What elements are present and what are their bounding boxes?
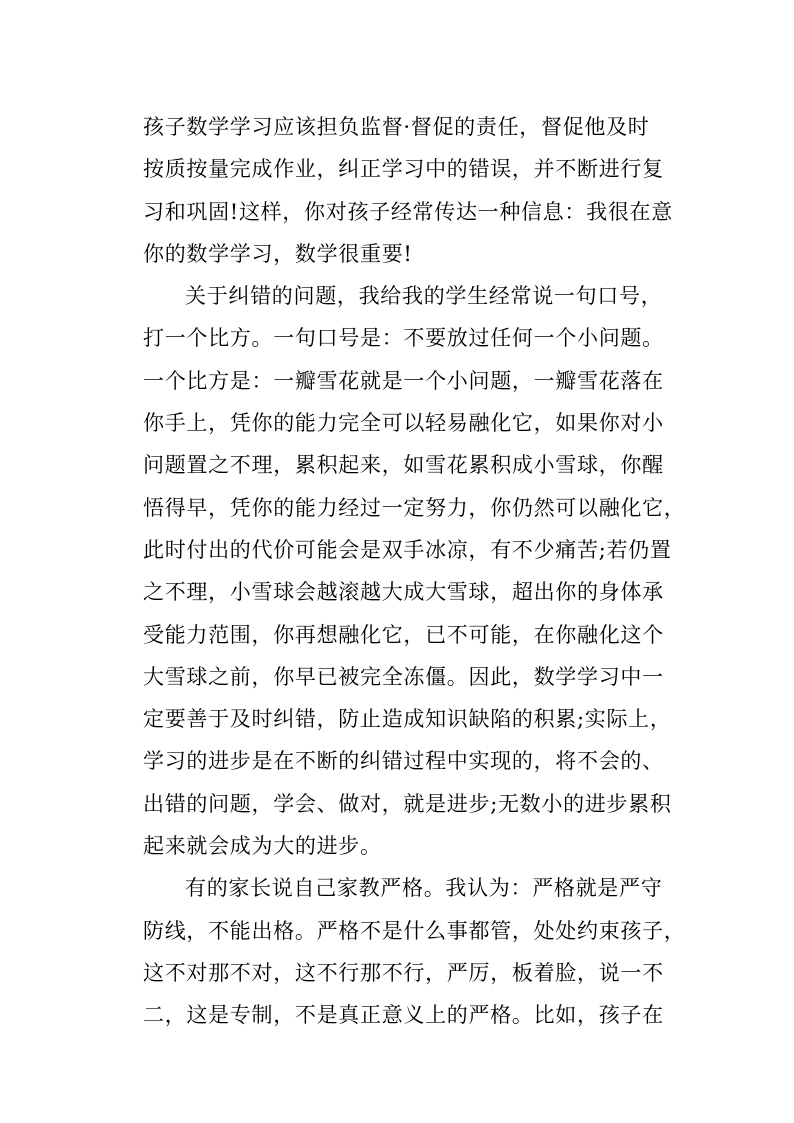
text-line: 问题置之不理，累积起来，如雪花累积成小雪球，你醒 [143, 453, 664, 478]
text-line: 之不理，小雪球会越滚越大成大雪球，超出你的身体承 [143, 580, 664, 605]
text-line: 定要善于及时纠错，防止造成知识缺陷的积累;实际上， [143, 707, 672, 732]
text-line: 二，这是专制，不是真正意义上的严格。比如，孩子在 [143, 1003, 664, 1028]
text-line: 防线，不能出格。严格不是什么事都管，处处约束孩子， [143, 918, 686, 943]
text-line: 这不对那不对，这不行那不行，严厉，板着脸，说一不 [143, 960, 664, 985]
text-line: 学习的进步是在不断的纠错过程中实现的，将不会的、 [143, 749, 664, 774]
text-line: 此时付出的代价可能会是双手冰凉，有不少痛苦;若仍置 [143, 537, 672, 562]
text-line: 受能力范围，你再想融化它，已不可能，在你融化这个 [143, 622, 664, 647]
text-line: 习和巩固!这样，你对孩子经常传达一种信息：我很在意 [143, 199, 673, 224]
text-line: 孩子数学学习应该担负监督·督促的责任，督促他及时 [143, 115, 650, 139]
text-line: 一个比方是：一瓣雪花就是一个小问题，一瓣雪花落在 [143, 368, 664, 393]
text-line: 起来就会成为大的进步。 [143, 834, 382, 859]
text-line: 出错的问题，学会、做对，就是进步;无数小的进步累积 [143, 791, 672, 816]
text-line: 按质按量完成作业，纠正学习中的错误，并不断进行复 [143, 157, 664, 182]
text-line: 你的数学学习，数学很重要! [143, 241, 413, 266]
text-line: 关于纠错的问题，我给我的学生经常说一句口号， [185, 284, 663, 309]
text-line: 悟得早，凭你的能力经过一定努力，你仍然可以融化它， [143, 495, 686, 520]
text-line: 大雪球之前，你早已被完全冻僵。因此，数学学习中一 [143, 664, 664, 689]
text-line: 有的家长说自己家教严格。我认为：严格就是严守 [185, 876, 663, 901]
text-line: 你手上，凭你的能力完全可以轻易融化它，如果你对小 [143, 411, 664, 436]
text-line: 打一个比方。一句口号是：不要放过任何一个小问题。 [143, 326, 664, 351]
document-body [143, 106, 686, 1037]
